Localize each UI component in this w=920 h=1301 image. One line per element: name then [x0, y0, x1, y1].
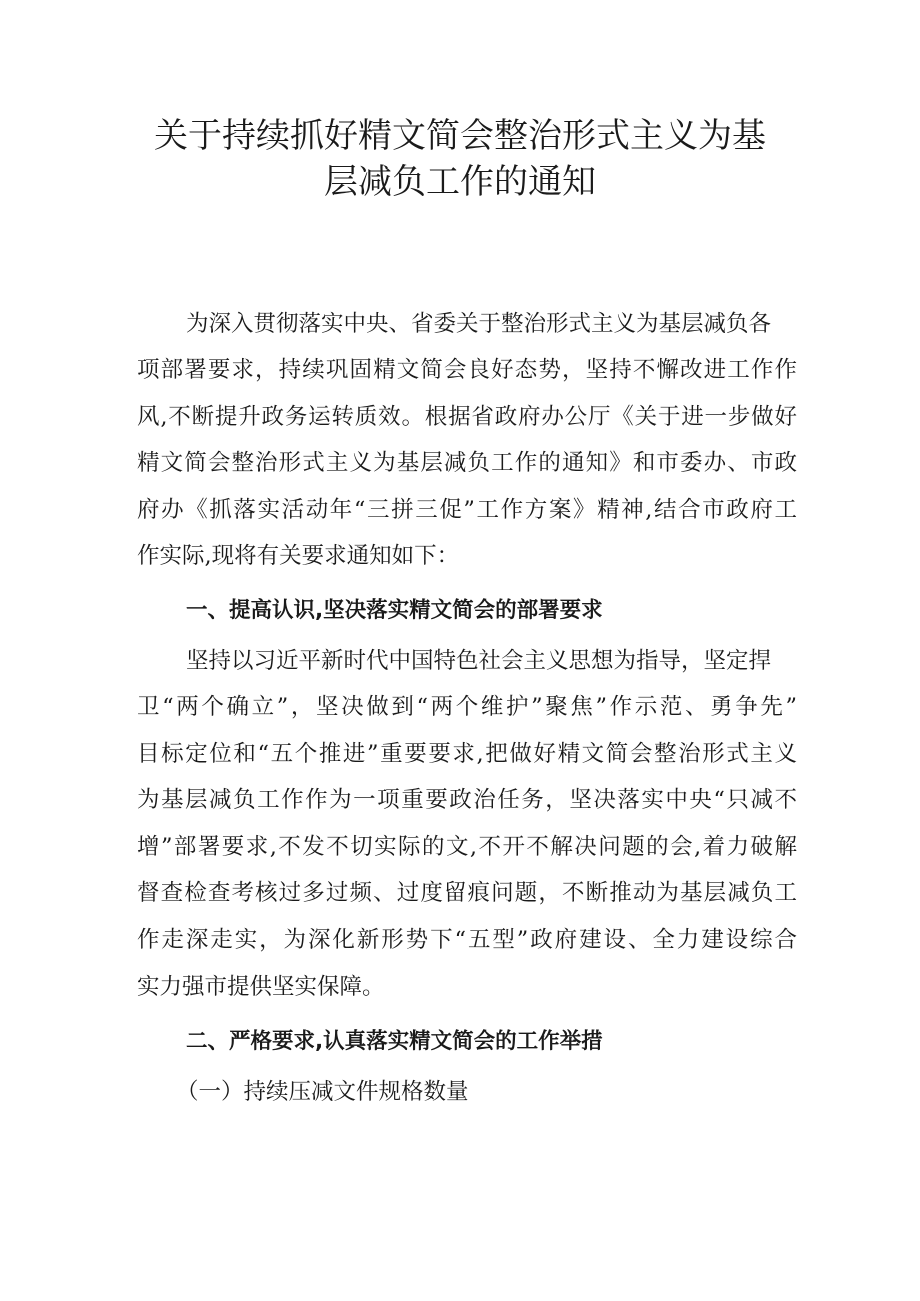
section-1-line-6: 督查检查考核过多过频、过度留痕问题，不断推动为基层减负工: [137, 880, 797, 906]
section-1-line-1: 坚持以习近平新时代中国特色社会主义思想为指导，坚定捍: [186, 648, 772, 674]
intro-line-2: 项部署要求，持续巩固精文简会良好态势，坚持不懈改进工作作: [137, 357, 797, 383]
section-1-line-7: 作走深走实，为深化新形势下“五型”政府建设、全力建设综合: [137, 927, 797, 953]
intro-line-1: 为深入贯彻落实中央、省委关于整治形式主义为基层减负各: [186, 311, 772, 337]
section-2-heading: 二、严格要求,认真落实精文简会的工作举措: [186, 1029, 603, 1054]
section-1-heading: 一、提高认识,坚决落实精文简会的部署要求: [186, 598, 603, 623]
section-1-line-4: 为基层减负工作作为一项重要政治任务，坚决落实中央“只减不: [137, 787, 797, 813]
intro-line-3: 风,不断提升政务运转质效。根据省政府办公厅《关于进一步做好: [137, 404, 797, 430]
intro-line-4: 精文简会整治形式主义为基层减负工作的通知》和市委办、市政: [137, 450, 797, 476]
section-1-line-2: 卫“两个确立”，坚决做到“两个维护”聚焦”作示范、勇争先”: [137, 694, 797, 720]
section-1-line-3: 目标定位和“五个推进”重要要求,把做好精文简会整治形式主义: [137, 741, 797, 767]
section-1-line-8: 实力强市提供坚实保障。: [137, 974, 385, 1000]
subsection-1-heading: （一）持续压减文件规格数量: [176, 1079, 469, 1105]
intro-line-6: 作实际,现将有关要求通知如下：: [137, 543, 460, 569]
intro-line-5: 府办《抓落实活动年“三拼三促”工作方案》精神,结合市政府工: [137, 497, 797, 523]
document-title-line-1: 关于持续抓好精文简会整治形式主义为基: [154, 116, 766, 156]
document-title-line-2: 层减负工作的通知: [324, 162, 596, 202]
section-1-line-5: 增”部署要求,不发不切实际的文,不开不解决问题的会,着力破解: [137, 834, 797, 860]
